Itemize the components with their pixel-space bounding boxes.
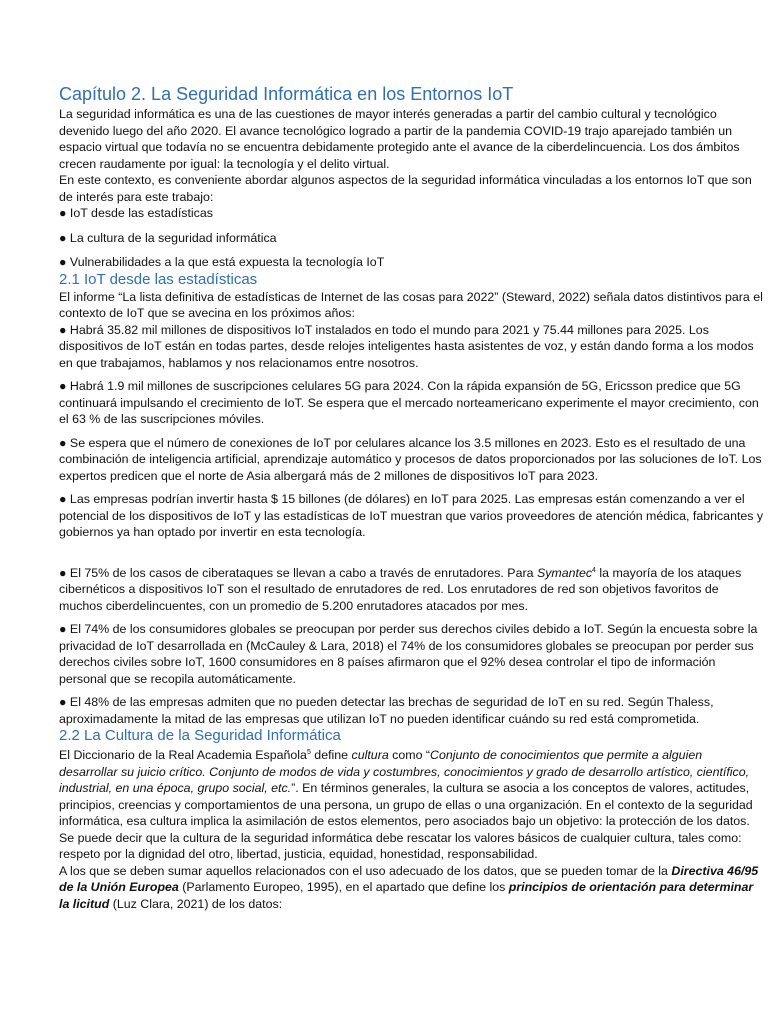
intro-bullet: ● La cultura de la seguridad informática (59, 230, 277, 245)
stat-bullet (59, 563, 764, 615)
intro-bullet: ● IoT desde las estadísticas (59, 206, 213, 220)
footnote-ref: 4 (592, 566, 596, 574)
principles-phrase: principios de orientación para determinar la licitud (59, 880, 754, 911)
text-run: El Diccionario de la Real Academia Española (59, 748, 307, 763)
intro-paragraph-1: La seguridad informática es una de las cuestiones de mayor interés generadas a partir del cambio cultural y tecnológico devenido luego del año 2020. El avance tecnológico logrado a partir de la pandemia COVID-19 trajo aparejado también un espacio virtual que todavía no se encuentra debidamente protegido ante el avance de la ciberdelincuencia. Los dos ámbitos crecen raudamente por igual: la tecnología y el delito virtual. (59, 107, 740, 171)
section-2-1-intro: El informe “La lista definitiva de estadísticas de Internet de las cosas para 2022” (Steward, 2022) señala datos distintivos para el contexto de IoT que se avecina en los próximos años: (59, 289, 763, 320)
intro-paragraph-2: En este contexto, es conveniente abordar algunos aspectos de la seguridad informática vinculadas a los entornos IoT que son de interés para este trabajo: (59, 173, 752, 204)
stat-bullet: ● Se espera que el número de conexiones de IoT por celulares alcance los 3.5 millones en 2023. Esto es el resultado de una combinación de inteligencia artificial, aprendizaje automático y procesos de datos proporcionados por las soluciones de IoT. Los expertos predicen que el norte de Asia albergará más de 2 millones de dispositivos IoT para 2023. (59, 435, 762, 483)
text-run: (Luz Clara, 2021) de los datos: (109, 896, 283, 911)
text-run: como “ (388, 748, 431, 763)
text-run: define (310, 748, 352, 763)
stat-bullet: ● Habrá 35.82 mil millones de dispositivos IoT instalados en todo el mundo para 2021 y 75.44 millones para 2025. Los dispositivos de IoT están en todas partes, desde relojes inteligentes hasta asistentes de voz, y están dando forma a los modos en que trabajamos, hablamos y nos relacionamos entre nosotros. (59, 322, 754, 370)
text-run: ”. En términos generales, la cultura se asocia a los conceptos de valores, actitudes, principios, creencias y comportamientos de una persona, un grupo de ellas o una organización. En el contexto de la seguridad informática, esa cultura implica la asimilación de estos elementos, pero asociados bajo un objetivo: la protección de los datos. (59, 781, 753, 829)
stat-bullet: ● Las empresas podrían invertir hasta $ 15 billones (de dólares) en IoT para 2025. Las empresas están comenzando a ver el potencial de los dispositivos de IoT y las estadísticas de IoT muestran que varios proveedores de atención médica, fabricantes y gobiernos ya han optado por invertir en esta tecnología. (59, 492, 764, 539)
term-cultura: cultura (351, 748, 389, 763)
stat-bullet: ● Habrá 1.9 mil millones de suscripciones celulares 5G para 2024. Con la rápida expansión de 5G, Ericsson predice que 5G continuará impulsando el crecimiento de IoT. Se espera que el mercado norteamericano experimente el mayor crecimiento, con el 63 % de las suscripciones móviles. (59, 379, 759, 426)
directive-name: Directiva 46/95 de la Unión Europea (59, 863, 759, 895)
section-2-1-title: 2.1 IoT desde las estadísticas (59, 270, 258, 288)
intro-bullet: ● Vulnerabilidades a la que está expuesta la tecnología IoT (59, 255, 385, 269)
section-2-2-paragraph-3 (59, 863, 764, 913)
stat-bullet-text: ● El 75% de los casos de ciberataques se llevan a cabo a través de enrutadores. Para (59, 565, 537, 580)
text-run: A los que se deben sumar aquellos relacionados con el uso adecuado de los datos, que se pueden tomar de la (59, 863, 672, 878)
section-2-2-paragraph-1 (59, 745, 764, 830)
stat-bullet: ● El 74% de los consumidores globales se preocupan por perder sus derechos civiles debido a IoT. Según la encuesta sobre la privacidad de IoT desarrollada en (McCauley & Lara, 2018) el 74% de los consumidores globales se preocupan por perder sus derechos civiles sobre IoT, 1600 consumidores en 8 países afirmaron que el 92% desea controlar el tipo de información personal que se recopila automáticamente. (59, 622, 758, 686)
text-run: (Parlamento Europeo, 1995), en el apartado que define los (178, 880, 509, 895)
footnote-ref: 5 (306, 749, 311, 757)
stat-bullet: ● El 48% de las empresas admiten que no pueden detectar las brechas de seguridad de IoT en su red. Según Thaless, aproximadamente la mitad de las empresas que utilizan IoT no pueden identificar cuándo su red está comprometida. (59, 695, 714, 726)
stat-bullet-text: la mayoría de los ataques cibernéticos a dispositivos IoT son el resultado de enrutadores de red. Los enrutadores de red son objetivos favoritos de muchos ciberdelincuentes, con un promedio de 5.200 enrutadores atacados por mes. (59, 565, 742, 613)
section-2-2-title: 2.2 La Cultura de la Seguridad Informática (59, 727, 341, 745)
section-2-2-paragraph-2: Se puede decir que la cultura de la seguridad informática debe rescatar los valores básicos de cualquier cultura, tales como: respeto por la dignidad del otro, libertad, justicia, equidad, honestidad, responsabilidad. (59, 830, 742, 862)
rae-definition-quote: Conjunto de conocimientos que permite a alguien desarrollar su juicio crítico. Conjunto de modos de vida y costumbres, conocimientos y grado de desarrollo artístico, científico, industrial, en una época, grupo social, etc. (59, 748, 750, 796)
chapter-title: Capítulo 2. La Seguridad Informática en los Entornos IoT (59, 84, 514, 104)
symantec-name: Symantec (536, 565, 593, 580)
